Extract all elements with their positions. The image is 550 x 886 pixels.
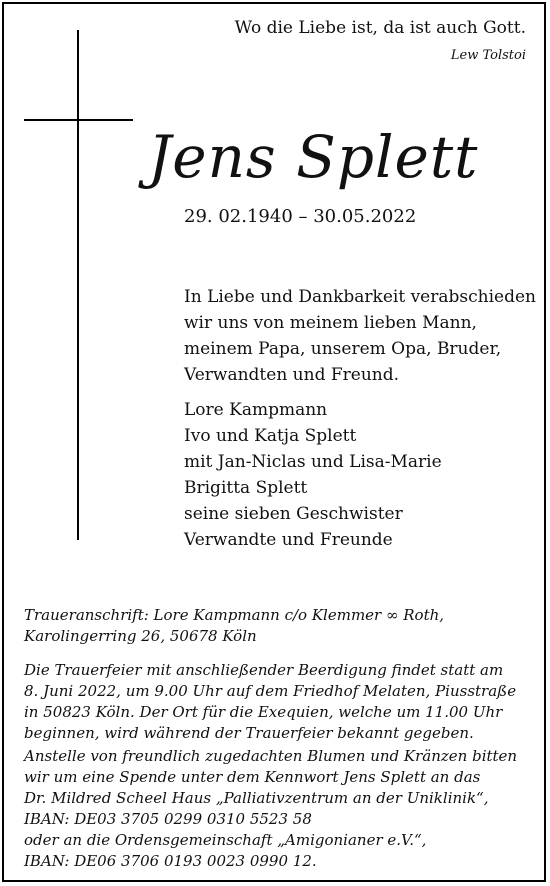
mourner: seine sieben Geschwister [184, 504, 403, 524]
funeral-info [24, 660, 529, 744]
mourner: Ivo und Katja Splett [184, 426, 357, 446]
donation-line: Anstelle von freundlich zugedachten Blumen und Kränzen bitten [24, 747, 518, 765]
farewell-line: In Liebe und Dankbarkeit verabschieden [184, 287, 536, 307]
mourning-address [24, 605, 444, 647]
donation-line: IBAN: DE06 3706 0193 0023 0990 12. [24, 852, 317, 870]
funeral-line: beginnen, wird während der Trauerfeier bekannt gegeben. [24, 724, 474, 742]
donation-line: wir um eine Spende unter dem Kennwort Jens Splett an das [24, 768, 481, 786]
motto-author: Lew Tolstoi [450, 48, 526, 63]
funeral-line: Die Trauerfeier mit anschließender Beerdigung findet statt am [24, 661, 504, 679]
motto-quote: Wo die Liebe ist, da ist auch Gott. [234, 18, 526, 38]
farewell-text [184, 284, 536, 388]
address-line: Karolingerring 26, 50678 Köln [24, 627, 257, 645]
mourner: Verwandte und Freunde [184, 530, 393, 550]
cross-icon-bar [24, 119, 133, 121]
address-line: Traueranschrift: Lore Kampmann c/o Klemmer ∞ Roth, [24, 606, 445, 624]
farewell-line: Verwandten und Freund. [184, 365, 400, 385]
donation-line: oder an die Ordensgemeinschaft „Amigonianer e.V.“, [24, 831, 427, 849]
deceased-name: Jens Splett [148, 123, 479, 191]
mourner: Brigitta Splett [184, 478, 308, 498]
funeral-line: 8. Juni 2022, um 9.00 Uhr auf dem Friedhof Melaten, Piusstraße [24, 682, 517, 700]
donation-line: Dr. Mildred Scheel Haus „Palliativzentrum an der Uniklinik“, [24, 789, 489, 807]
life-dates: 29. 02.1940 – 30.05.2022 [184, 206, 417, 227]
mourners-list [184, 397, 529, 553]
funeral-line: in 50823 Köln. Der Ort für die Exequien, welche um 11.00 Uhr [24, 703, 503, 721]
donation-info [24, 746, 529, 872]
mourner: mit Jan-Niclas und Lisa-Marie [184, 452, 442, 472]
mourner: Lore Kampmann [184, 400, 328, 420]
farewell-line: meinem Papa, unserem Opa, Bruder, [184, 339, 502, 359]
cross-icon [77, 30, 79, 540]
farewell-line: wir uns von meinem lieben Mann, [184, 313, 477, 333]
donation-line: IBAN: DE03 3705 0299 0310 5523 58 [24, 810, 312, 828]
